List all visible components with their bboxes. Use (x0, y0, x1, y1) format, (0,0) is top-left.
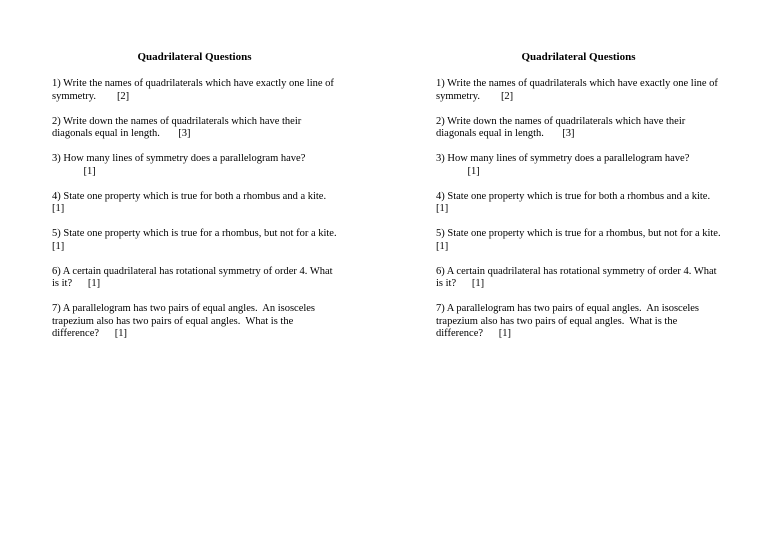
question-2: 2) Write down the names of quadrilaterals which have their diagonals equal in length. [3] (436, 115, 688, 139)
worksheet-right (436, 51, 734, 353)
question-4: 4) State one property which is true for both a rhombus and a kite. [1] (52, 190, 340, 214)
question-5: 5) State one property which is true for a rhombus, but not for a kite. [1] (436, 228, 734, 252)
worksheet-title: Quadrilateral Questions (521, 51, 636, 63)
question-3: 3) How many lines of symmetry does a parallelogram have? [1] (436, 153, 690, 177)
question-7: 7) A parallelogram has two pairs of equal angles. An isosceles trapezium also has two pairs of equal angles. What is the difference? [1] (436, 303, 702, 339)
question-1: 1) Write the names of quadrilaterals which have exactly one line of symmetry. [2] (436, 78, 721, 102)
question-2: 2) Write down the names of quadrilaterals which have their diagonals equal in length. [3] (52, 115, 304, 139)
question-4: 4) State one property which is true for both a rhombus and a kite. [1] (436, 190, 724, 214)
question-6: 6) A certain quadrilateral has rotational symmetry of order 4. What is it? [1] (436, 265, 720, 289)
question-1: 1) Write the names of quadrilaterals which have exactly one line of symmetry. [2] (52, 78, 337, 102)
question-5: 5) State one property which is true for a rhombus, but not for a kite. [1] (52, 228, 350, 252)
question-6: 6) A certain quadrilateral has rotational symmetry of order 4. What is it? [1] (52, 265, 336, 289)
question-3: 3) How many lines of symmetry does a parallelogram have? [1] (52, 153, 306, 177)
worksheet-left (52, 51, 350, 353)
question-7: 7) A parallelogram has two pairs of equal angles. An isosceles trapezium also has two pairs of equal angles. What is the difference? [1] (52, 303, 318, 339)
worksheet-title: Quadrilateral Questions (137, 51, 252, 63)
